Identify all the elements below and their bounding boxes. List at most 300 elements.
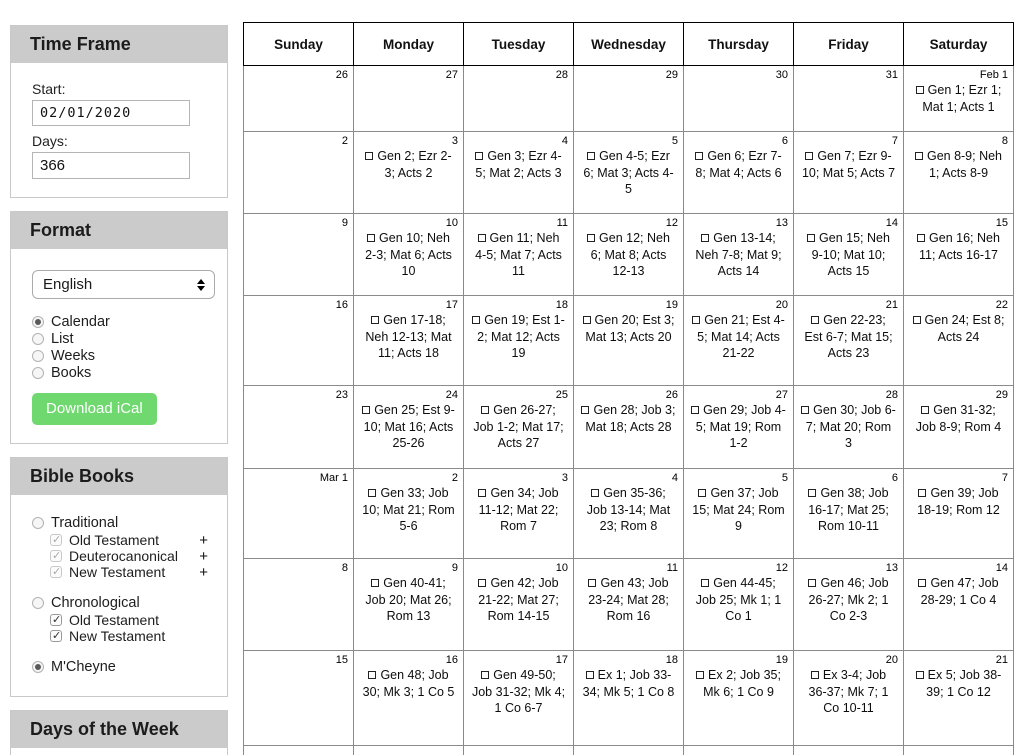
calendar-day-cell — [794, 469, 904, 559]
reading-label: Gen 37; Job 15; Mat 24; Rom 9 — [692, 486, 785, 533]
reading-label: Gen 1; Ezr 1; Mat 1; Acts 1 — [922, 83, 1002, 114]
format-panel — [10, 211, 228, 444]
reading-text — [904, 81, 1013, 118]
day-number — [684, 746, 793, 749]
calendar-day-cell — [354, 386, 464, 469]
reading-text — [574, 484, 683, 538]
reading-label: Ex 5; Job 38-39; 1 Co 12 — [926, 668, 1002, 699]
calendar-day-cell — [684, 214, 794, 296]
reading-checkbox[interactable] — [581, 406, 589, 414]
calendar-day-cell — [244, 651, 354, 746]
calendar-day-cell — [684, 559, 794, 651]
reading-text — [794, 484, 903, 538]
reading-text — [684, 401, 793, 455]
expand-plus-icon[interactable]: + — [199, 563, 208, 581]
reading-checkbox[interactable] — [481, 671, 489, 679]
reading-checkbox[interactable] — [591, 489, 599, 497]
reading-label: Gen 7; Ezr 9-10; Mat 5; Acts 7 — [801, 149, 896, 180]
day-number: 3 — [451, 135, 458, 147]
calendar-day-cell — [904, 214, 1014, 296]
format-radio-weeks[interactable] — [32, 350, 44, 362]
day-number: 27 — [775, 389, 788, 401]
reading-checkbox[interactable] — [481, 406, 489, 414]
reading-checkbox[interactable] — [587, 234, 595, 242]
bible-book-checkbox[interactable] — [50, 614, 62, 626]
bible-group-label: M'Cheyne — [51, 659, 116, 675]
reading-text — [794, 574, 903, 628]
calendar-day-cell — [464, 746, 574, 755]
calendar-day-cell — [464, 296, 574, 386]
reading-text — [574, 401, 683, 438]
reading-checkbox[interactable] — [478, 234, 486, 242]
reading-label: Gen 49-50; Job 31-32; Mk 4; 1 Co 6-7 — [471, 668, 566, 715]
reading-label: Ex 1; Job 33-34; Mk 5; 1 Co 8 — [582, 668, 675, 699]
calendar-day-cell — [684, 386, 794, 469]
day-number: 20 — [775, 299, 788, 311]
reading-text — [464, 574, 573, 628]
calendar-day-cell — [794, 296, 904, 386]
download-ical-button[interactable]: Download iCal — [32, 393, 157, 425]
bible-books-title: Bible Books — [11, 458, 227, 495]
day-number: 4 — [671, 472, 678, 484]
reading-text — [904, 484, 1013, 521]
reading-text — [684, 574, 793, 628]
calendar-day-cell — [904, 559, 1014, 651]
reading-checkbox[interactable] — [365, 152, 373, 160]
reading-text — [904, 666, 1013, 703]
expand-plus-icon[interactable]: + — [199, 531, 208, 549]
bible-books-panel — [10, 457, 228, 697]
day-number: 7 — [1001, 472, 1008, 484]
days-label: Days: — [32, 133, 68, 149]
day-number — [794, 746, 903, 749]
reading-checkbox[interactable] — [808, 579, 816, 587]
reading-checkbox[interactable] — [587, 152, 595, 160]
reading-text — [354, 666, 463, 703]
language-select[interactable] — [32, 270, 215, 299]
calendar-table — [243, 22, 1014, 755]
reading-text — [684, 484, 793, 538]
day-number: 15 — [995, 217, 1008, 229]
reading-checkbox[interactable] — [801, 406, 809, 414]
day-number — [244, 746, 353, 749]
format-option-list — [32, 331, 213, 347]
reading-checkbox[interactable] — [696, 671, 704, 679]
calendar-week-row — [244, 214, 1014, 296]
calendar-day-cell — [904, 386, 1014, 469]
calendar-day-cell — [244, 66, 354, 132]
day-number: 31 — [885, 69, 898, 81]
calendar-day-cell — [354, 746, 464, 755]
reading-checkbox[interactable] — [921, 406, 929, 414]
time-frame-panel — [10, 25, 228, 198]
day-number: Feb 1 — [979, 69, 1008, 81]
day-number: Mar 1 — [319, 472, 348, 484]
calendar-week-row — [244, 296, 1014, 386]
reading-label: Gen 17-18; Neh 12-13; Mat 11; Acts 18 — [365, 313, 452, 360]
format-title: Format — [11, 212, 227, 249]
reading-text — [574, 311, 683, 348]
day-number: 18 — [555, 299, 568, 311]
reading-text — [574, 147, 683, 201]
reading-text — [464, 484, 573, 538]
day-header-sunday: Sunday — [244, 23, 354, 66]
bible-book-checkbox[interactable] — [50, 534, 62, 546]
calendar-day-cell — [794, 746, 904, 755]
calendar-day-cell — [464, 66, 574, 132]
calendar-day-cell — [354, 132, 464, 214]
calendar-day-cell — [684, 66, 794, 132]
bible-book-row — [50, 564, 213, 580]
calendar-body — [244, 66, 1014, 755]
reading-text — [904, 574, 1013, 611]
day-number: 5 — [671, 135, 678, 147]
day-number: 8 — [1001, 135, 1008, 147]
reading-label: Gen 21; Est 4-5; Mat 14; Acts 21-22 — [697, 313, 785, 360]
day-number: 22 — [995, 299, 1008, 311]
calendar-day-cell — [244, 746, 354, 755]
day-number: 17 — [555, 654, 568, 666]
day-number: 30 — [775, 69, 788, 81]
reading-checkbox[interactable] — [811, 671, 819, 679]
reading-text — [464, 401, 573, 455]
calendar-day-cell — [574, 296, 684, 386]
reading-checkbox[interactable] — [368, 489, 376, 497]
bible-group-mcheyne — [32, 659, 213, 675]
calendar-day-cell — [574, 66, 684, 132]
reading-label: Gen 25; Est 9-10; Mat 16; Acts 25-26 — [363, 403, 455, 450]
calendar-day-cell — [244, 386, 354, 469]
expand-plus-icon[interactable]: + — [199, 547, 208, 565]
reading-label: Gen 38; Job 16-17; Mat 25; Rom 10-11 — [808, 486, 889, 533]
day-number: 8 — [341, 562, 348, 574]
bible-group-label: Traditional — [51, 515, 119, 531]
calendar-day-cell — [464, 214, 574, 296]
reading-label: Gen 43; Job 23-24; Mat 28; Rom 16 — [588, 576, 669, 623]
calendar-day-cell — [904, 132, 1014, 214]
calendar-day-cell — [354, 469, 464, 559]
calendar-day-cell — [244, 296, 354, 386]
day-number: 26 — [335, 69, 348, 81]
day-number: 5 — [781, 472, 788, 484]
calendar-day-cell — [574, 746, 684, 755]
reading-label: Gen 35-36; Job 13-14; Mat 23; Rom 8 — [586, 486, 671, 533]
calendar-day-cell — [904, 651, 1014, 746]
reading-text — [684, 147, 793, 184]
day-number: 14 — [885, 217, 898, 229]
reading-label: Gen 24; Est 8; Acts 24 — [924, 313, 1005, 344]
reading-text — [574, 229, 683, 283]
bible-books-body — [11, 495, 227, 696]
reading-checkbox[interactable] — [475, 152, 483, 160]
bible-group-radio-row — [32, 515, 213, 531]
reading-checkbox[interactable] — [918, 579, 926, 587]
day-number: 3 — [561, 472, 568, 484]
day-number: 16 — [335, 299, 348, 311]
reading-label: Gen 29; Job 4-5; Mat 19; Rom 1-2 — [695, 403, 786, 450]
day-number: 4 — [561, 135, 568, 147]
day-header-wednesday: Wednesday — [574, 23, 684, 66]
reading-text — [904, 401, 1013, 438]
day-header-friday: Friday — [794, 23, 904, 66]
bible-book-label: New Testament — [69, 628, 166, 644]
calendar-header-row — [244, 23, 1014, 66]
bible-group-radio[interactable] — [32, 597, 44, 609]
day-number: 28 — [885, 389, 898, 401]
calendar-day-cell — [464, 559, 574, 651]
day-number: 6 — [781, 135, 788, 147]
bible-group-radio[interactable] — [32, 661, 44, 673]
calendar-day-cell — [794, 386, 904, 469]
calendar-day-cell — [904, 296, 1014, 386]
format-option-label: Books — [51, 365, 92, 381]
calendar-day-cell — [904, 746, 1014, 755]
calendar-day-cell — [794, 651, 904, 746]
reading-label: Gen 31-32; Job 8-9; Rom 4 — [915, 403, 1002, 434]
reading-text — [574, 666, 683, 703]
calendar-day-cell — [464, 469, 574, 559]
reading-text — [354, 574, 463, 628]
day-number: 11 — [556, 217, 568, 229]
day-number: 13 — [775, 217, 788, 229]
day-number: 20 — [885, 654, 898, 666]
reading-text — [354, 484, 463, 538]
calendar-day-cell — [684, 469, 794, 559]
days-of-week-body — [11, 748, 227, 755]
reading-checkbox[interactable] — [368, 671, 376, 679]
format-radio-books[interactable] — [32, 367, 44, 379]
reading-label: Gen 15; Neh 9-10; Mat 10; Acts 15 — [811, 231, 890, 278]
day-number: 16 — [445, 654, 458, 666]
reading-label: Gen 13-14; Neh 7-8; Mat 9; Acts 14 — [695, 231, 782, 278]
reading-checkbox[interactable] — [701, 579, 709, 587]
reading-label: Gen 8-9; Neh 1; Acts 8-9 — [926, 149, 1003, 180]
calendar-day-cell — [354, 559, 464, 651]
day-header-saturday: Saturday — [904, 23, 1014, 66]
start-label: Start: — [32, 81, 66, 97]
reading-label: Gen 46; Job 26-27; Mk 2; 1 Co 2-3 — [808, 576, 889, 623]
bible-book-row — [50, 612, 213, 628]
day-number: 12 — [775, 562, 788, 574]
calendar-week-row — [244, 132, 1014, 214]
start-date-input[interactable] — [32, 100, 190, 126]
day-number — [574, 746, 683, 749]
reading-text — [464, 229, 573, 283]
calendar-day-cell — [244, 132, 354, 214]
calendar-day-cell — [684, 746, 794, 755]
reading-checkbox[interactable] — [916, 671, 924, 679]
calendar-day-cell — [354, 66, 464, 132]
calendar-week-row — [244, 559, 1014, 651]
reading-checkbox[interactable] — [807, 234, 815, 242]
day-number: 27 — [445, 69, 458, 81]
reading-text — [794, 311, 903, 365]
day-number — [904, 746, 1013, 749]
bible-book-checkbox[interactable] — [50, 550, 62, 562]
format-options — [32, 314, 213, 381]
reading-checkbox[interactable] — [367, 234, 375, 242]
bible-book-checkbox[interactable] — [50, 630, 62, 642]
reading-label: Gen 22-23; Est 6-7; Mat 15; Acts 23 — [804, 313, 893, 360]
reading-label: Gen 34; Job 11-12; Mat 22; Rom 7 — [478, 486, 559, 533]
calendar-week-row — [244, 651, 1014, 746]
day-number: 24 — [445, 389, 458, 401]
reading-label: Gen 4-5; Ezr 6; Mat 3; Acts 4-5 — [583, 149, 674, 196]
reading-text — [794, 147, 903, 184]
reading-checkbox[interactable] — [918, 489, 926, 497]
day-number: 29 — [665, 69, 678, 81]
calendar-week-row — [244, 746, 1014, 755]
calendar — [243, 22, 1014, 755]
day-number: 15 — [335, 654, 348, 666]
bible-book-label: Old Testament — [69, 532, 160, 548]
format-option-calendar — [32, 314, 213, 330]
reading-label: Gen 11; Neh 4-5; Mat 7; Acts 11 — [475, 231, 562, 278]
bible-book-label: Old Testament — [69, 612, 160, 628]
day-number: 19 — [665, 299, 678, 311]
reading-text — [354, 229, 463, 283]
day-number: 29 — [995, 389, 1008, 401]
reading-checkbox[interactable] — [695, 152, 703, 160]
bible-book-label: Deuterocanonical — [69, 548, 178, 564]
bible-group-radio[interactable] — [32, 517, 44, 529]
reading-checkbox[interactable] — [371, 579, 379, 587]
reading-label: Gen 30; Job 6-7; Mat 20; Rom 3 — [805, 403, 896, 450]
reading-checkbox[interactable] — [583, 316, 591, 324]
day-number: 23 — [335, 389, 348, 401]
reading-label: Ex 3-4; Job 36-37; Mk 7; 1 Co 10-11 — [808, 668, 889, 715]
calendar-day-cell — [794, 214, 904, 296]
reading-text — [464, 147, 573, 184]
reading-label: Gen 40-41; Job 20; Mat 26; Rom 13 — [365, 576, 452, 623]
reading-checkbox[interactable] — [371, 316, 379, 324]
reading-label: Gen 16; Neh 11; Acts 16-17 — [919, 231, 1000, 262]
calendar-day-cell — [244, 469, 354, 559]
calendar-day-cell — [354, 296, 464, 386]
reading-checkbox[interactable] — [811, 316, 819, 324]
day-number: 6 — [891, 472, 898, 484]
reading-text — [904, 229, 1013, 266]
reading-checkbox[interactable] — [917, 234, 925, 242]
calendar-day-cell — [684, 651, 794, 746]
day-number: 10 — [555, 562, 568, 574]
language-select-value: English — [43, 276, 93, 293]
format-option-weeks — [32, 348, 213, 364]
reading-checkbox[interactable] — [805, 152, 813, 160]
calendar-day-cell — [464, 386, 574, 469]
day-number: 12 — [665, 217, 678, 229]
reading-checkbox[interactable] — [691, 406, 699, 414]
calendar-day-cell — [574, 651, 684, 746]
reading-label: Gen 26-27; Job 1-2; Mat 17; Acts 27 — [473, 403, 564, 450]
reading-label: Gen 39; Job 18-19; Rom 12 — [917, 486, 1000, 517]
reading-label: Gen 19; Est 1-2; Mat 12; Acts 19 — [477, 313, 565, 360]
time-frame-body — [11, 63, 227, 197]
reading-text — [684, 666, 793, 703]
day-number: 18 — [665, 654, 678, 666]
days-input[interactable] — [32, 152, 190, 179]
day-number: 7 — [891, 135, 898, 147]
reading-checkbox[interactable] — [362, 406, 370, 414]
reading-text — [684, 229, 793, 283]
day-number: 17 — [445, 299, 458, 311]
reading-checkbox[interactable] — [586, 671, 594, 679]
time-frame-title: Time Frame — [11, 26, 227, 63]
format-radio-calendar[interactable] — [32, 316, 44, 328]
reading-label: Ex 2; Job 35; Mk 6; 1 Co 9 — [703, 668, 781, 699]
bible-group-radio-row — [32, 659, 213, 675]
day-number: 10 — [445, 217, 458, 229]
reading-checkbox[interactable] — [588, 579, 596, 587]
reading-text — [794, 401, 903, 455]
reading-checkbox[interactable] — [478, 489, 486, 497]
bible-book-label: New Testament — [69, 564, 166, 580]
bible-book-row — [50, 628, 213, 644]
calendar-day-cell — [904, 469, 1014, 559]
calendar-day-cell — [574, 469, 684, 559]
calendar-day-cell — [354, 651, 464, 746]
bible-book-row — [50, 532, 213, 548]
reading-label: Gen 2; Ezr 2-3; Acts 2 — [377, 149, 452, 180]
day-number: 28 — [555, 69, 568, 81]
day-number: 11 — [666, 562, 678, 574]
reading-checkbox[interactable] — [916, 86, 924, 94]
calendar-day-cell — [684, 132, 794, 214]
reading-checkbox[interactable] — [701, 234, 709, 242]
reading-text — [684, 311, 793, 365]
bible-group-radio-row — [32, 595, 213, 611]
bible-book-checkbox[interactable] — [50, 566, 62, 578]
bible-group-chronological — [32, 595, 213, 644]
format-radio-list[interactable] — [32, 333, 44, 345]
calendar-day-cell — [574, 559, 684, 651]
calendar-week-row — [244, 469, 1014, 559]
reading-checkbox[interactable] — [913, 316, 921, 324]
day-number: 21 — [885, 299, 898, 311]
reading-checkbox[interactable] — [478, 579, 486, 587]
reading-checkbox[interactable] — [698, 489, 706, 497]
reading-checkbox[interactable] — [472, 316, 480, 324]
day-header-monday: Monday — [354, 23, 464, 66]
reading-label: Gen 28; Job 3; Mat 18; Acts 28 — [585, 403, 676, 434]
calendar-day-cell — [354, 214, 464, 296]
bible-book-row — [50, 548, 213, 564]
reading-text — [354, 401, 463, 455]
day-number: 13 — [885, 562, 898, 574]
reading-label: Gen 44-45; Job 25; Mk 1; 1 Co 1 — [695, 576, 782, 623]
days-of-week-panel — [10, 710, 228, 755]
reading-label: Gen 42; Job 21-22; Mat 27; Rom 14-15 — [478, 576, 559, 623]
reading-checkbox[interactable] — [808, 489, 816, 497]
format-body — [11, 249, 227, 443]
day-number — [464, 746, 573, 749]
format-option-label: Weeks — [51, 348, 96, 364]
day-number: 14 — [995, 562, 1008, 574]
sidebar — [10, 25, 228, 755]
day-number: 26 — [665, 389, 678, 401]
calendar-day-cell — [574, 214, 684, 296]
reading-checkbox[interactable] — [915, 152, 923, 160]
reading-label: Gen 33; Job 10; Mat 21; Rom 5-6 — [362, 486, 455, 533]
format-option-label: List — [51, 331, 74, 347]
calendar-day-cell — [794, 132, 904, 214]
calendar-day-cell — [464, 132, 574, 214]
calendar-day-cell — [244, 559, 354, 651]
day-number: 9 — [341, 217, 348, 229]
reading-text — [904, 147, 1013, 184]
reading-checkbox[interactable] — [692, 316, 700, 324]
bible-group-traditional — [32, 515, 213, 580]
